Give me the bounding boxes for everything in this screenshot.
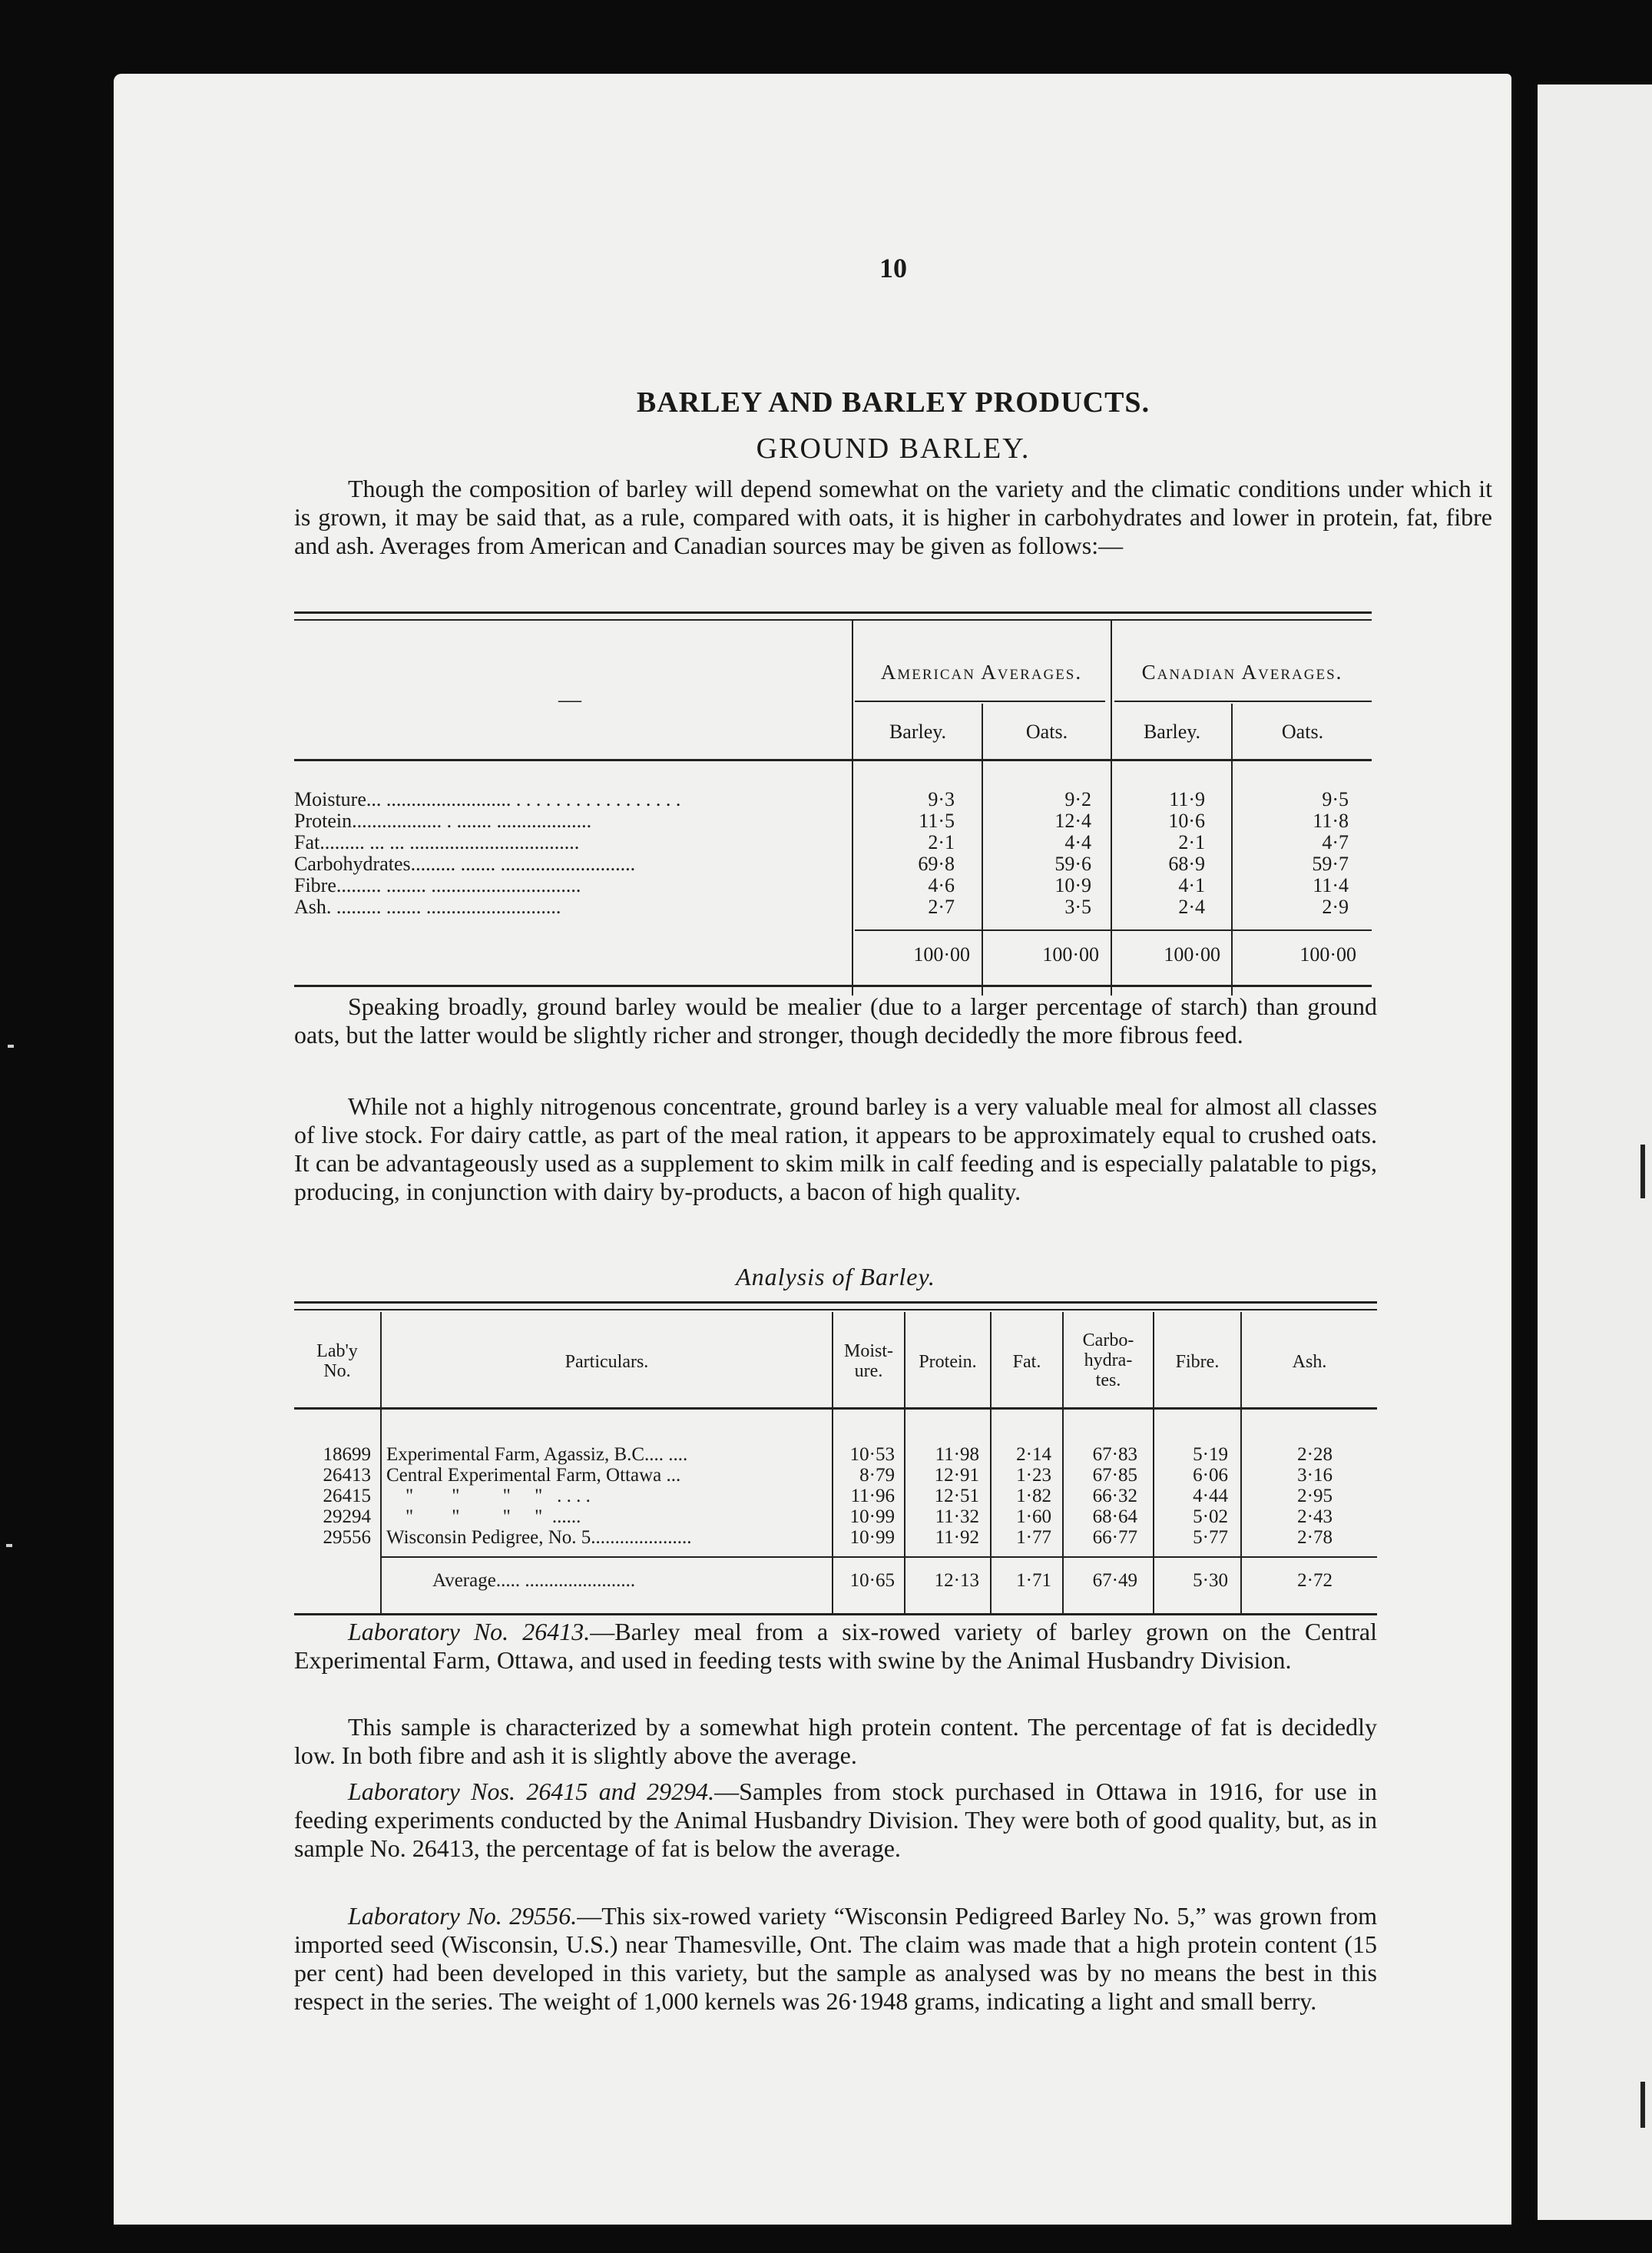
- table-row-label: Moisture... ......................... . . . . . . . . . . . . . . . . .: [294, 788, 681, 810]
- table-bottom-rule: [294, 985, 1372, 987]
- scan-speck: [6, 1544, 12, 1547]
- table-cell: 9·5: [1322, 788, 1349, 810]
- analysis-top-rule: [294, 1301, 1377, 1304]
- section-subtitle: GROUND BARLEY.: [756, 432, 1031, 465]
- total-cell: 100·00: [1042, 943, 1099, 966]
- table-cell: 11·98: [935, 1444, 979, 1465]
- particulars-cell: Experimental Farm, Agassiz, B.C.... ....: [386, 1444, 688, 1465]
- column-divider: [1111, 621, 1112, 996]
- table-cell: 5·02: [1193, 1506, 1228, 1527]
- average-cell: 12·13: [934, 1570, 979, 1591]
- average-cell: 10·65: [849, 1570, 895, 1591]
- table-cell: 8·79: [859, 1465, 895, 1486]
- table-cell: 11·9: [1169, 788, 1205, 810]
- header-ash: Ash.: [1292, 1352, 1327, 1372]
- table-cell: 11·8: [1313, 810, 1349, 832]
- table-cell: 11·5: [919, 810, 955, 832]
- table-cell: 66·77: [1092, 1527, 1137, 1548]
- average-cell: 5·30: [1193, 1570, 1228, 1591]
- table-cell: 2·28: [1297, 1444, 1333, 1465]
- paragraph-while: While not a highly nitrogenous concentrate, ground barley is a very valuable meal for almost all classes of live stock. For dairy cattle, as part of the meal ration, it appears to be approximately equal to crushed oats. It can be advantageously used as a supplement to skim milk in calf feeding and is especially palatable to pigs, producing, in conjunction with dairy by-products, a bacon of high quality.: [294, 1092, 1377, 1205]
- average-cell: 67·49: [1092, 1570, 1137, 1591]
- table-cell: 2·95: [1297, 1486, 1333, 1506]
- analysis-table: [294, 1312, 1377, 1616]
- group-header-canadian: Canadian Averages.: [1141, 661, 1343, 684]
- total-cell: 100·00: [913, 943, 970, 966]
- table-cell: 11·96: [850, 1486, 895, 1506]
- analysis-header-rule: [294, 1407, 1377, 1410]
- table-cell: 68·9: [1168, 853, 1205, 875]
- table-cell: 69·8: [918, 853, 955, 875]
- table-cell: 4·6: [928, 874, 955, 896]
- table-cell: 2·78: [1297, 1527, 1333, 1548]
- column-header: Barley.: [1143, 721, 1201, 743]
- table-cell: 2·7: [928, 896, 955, 918]
- table-cell: 2·1: [1178, 831, 1205, 853]
- table-cell: 11·92: [935, 1527, 979, 1548]
- table-row-label: Fibre......... ........ ..............................: [294, 874, 581, 896]
- table-top-rule: [294, 611, 1372, 614]
- table-cell: 11·32: [935, 1506, 979, 1527]
- averages-table: [294, 621, 1372, 997]
- page-title: BARLEY AND BARLEY PRODUCTS.: [636, 386, 1150, 419]
- total-cell: 100·00: [1164, 943, 1220, 966]
- page-number: 10: [879, 253, 907, 283]
- header-rule: [294, 759, 1372, 761]
- table-cell: 67·83: [1092, 1444, 1137, 1465]
- analysis-bottom-rule: [294, 1613, 1377, 1615]
- column-header: Barley.: [889, 721, 947, 743]
- table-cell: 3·5: [1064, 896, 1091, 918]
- totals-rule: [855, 929, 1372, 931]
- header-carbohydrates: Carbo- hydra- tes.: [1082, 1330, 1134, 1390]
- blank-header: —: [558, 687, 583, 712]
- table-cell: 68·64: [1092, 1506, 1137, 1527]
- lab-number: 29556: [323, 1527, 371, 1548]
- group-header-american: American Averages.: [880, 661, 1083, 684]
- table-cell: 2·1: [928, 831, 955, 853]
- table-row-label: Carbohydrates......... ....... ...........................: [294, 853, 636, 875]
- particulars-cell: " " " " . . . .: [386, 1486, 591, 1506]
- table-cell: 4·4: [1064, 831, 1091, 853]
- table-row-label: Ash. ......... ....... ...........................: [294, 896, 561, 918]
- table-cell: 10·9: [1054, 874, 1091, 896]
- scan-speck: [8, 1045, 14, 1048]
- table-cell: 67·85: [1092, 1465, 1137, 1486]
- table-cell: 6·06: [1193, 1465, 1228, 1486]
- column-header: Oats.: [1025, 721, 1068, 743]
- column-divider: [1231, 704, 1233, 996]
- analysis-top-rule-2: [294, 1309, 1377, 1310]
- table-cell: 2·43: [1297, 1506, 1333, 1527]
- table-cell: 5·77: [1193, 1527, 1228, 1548]
- page-edge-mark: [1640, 1145, 1645, 1198]
- column-divider: [852, 621, 853, 996]
- column-header: Oats.: [1281, 721, 1324, 743]
- header-moisture: Moist- ure.: [843, 1341, 893, 1381]
- group-underline: [1114, 701, 1372, 702]
- lab-number: 29294: [323, 1506, 371, 1527]
- table-row-label: Fat......... ... ... ..................................: [294, 831, 580, 853]
- header-fibre: Fibre.: [1175, 1352, 1220, 1372]
- table-cell: 3·16: [1297, 1465, 1333, 1486]
- paragraph-speaking: Speaking broadly, ground barley would be mealier (due to a larger percentage of starch) than ground oats, but the latter would be slightly richer and stronger, though decidedly the more fibrous feed.: [294, 992, 1377, 1049]
- group-underline: [855, 701, 1105, 702]
- particulars-cell: " " " " ......: [386, 1506, 581, 1527]
- table-cell: 9·3: [928, 788, 955, 810]
- table-cell: 1·23: [1016, 1465, 1051, 1486]
- analysis-caption: Analysis of Barley.: [736, 1263, 935, 1291]
- intro-paragraph: Though the composition of barley will depend somewhat on the variety and the climatic conditions under which it is grown, it may be said that, as a rule, compared with oats, it is higher in carbohydrates and lower in protein, fat, fibre and ash. Averages from American and Canadian sources may be given as follows:—: [294, 475, 1492, 559]
- lab-number: 18699: [323, 1444, 371, 1465]
- table-cell: 2·4: [1178, 896, 1205, 918]
- table-cell: 10·99: [849, 1506, 895, 1527]
- page-edge-mark: [1640, 2082, 1645, 2128]
- adjacent-page-edge: [1538, 84, 1652, 2220]
- header-lab: Lab'y No.: [316, 1341, 358, 1381]
- note-protein: This sample is characterized by a somewhat high protein content. The percentage of fat is decidedly low. In both fibre and ash it is slightly above the average.: [294, 1713, 1377, 1769]
- table-cell: 4·44: [1193, 1486, 1228, 1506]
- header-protein: Protein.: [919, 1352, 977, 1372]
- note-26413: Laboratory No. 26413.—Barley meal from a six-rowed variety of barley grown on the Central Experimental Farm, Ottawa, and used in feeding tests with swine by the Animal Husbandry Division.: [294, 1618, 1378, 1674]
- table-cell: 2·14: [1016, 1444, 1051, 1465]
- table-cell: 10·99: [849, 1527, 895, 1548]
- table-cell: 5·19: [1193, 1444, 1228, 1465]
- document-page: [114, 74, 1511, 2225]
- table-cell: 66·32: [1092, 1486, 1137, 1506]
- table-cell: 2·9: [1322, 896, 1349, 918]
- header-fat: Fat.: [1012, 1352, 1041, 1372]
- table-cell: 11·4: [1313, 874, 1349, 896]
- table-cell: 12·91: [934, 1465, 979, 1486]
- average-rule: [380, 1556, 1377, 1558]
- total-cell: 100·00: [1299, 943, 1356, 966]
- table-cell: 59·7: [1312, 853, 1349, 875]
- header-particulars: Particulars.: [564, 1352, 649, 1372]
- lab-number: 26413: [323, 1465, 371, 1486]
- average-label: Average..... .......................: [432, 1570, 636, 1591]
- table-cell: 10·6: [1168, 810, 1205, 832]
- table-cell: 9·2: [1064, 788, 1091, 810]
- table-cell: 10·53: [849, 1444, 895, 1465]
- note-26415-29294: Laboratory Nos. 26415 and 29294.—Samples from stock purchased in Ottawa in 1916, for use in feeding experiments conducted by the Animal Husbandry Division. They were both of good quality, but, as in sample No. 26413, the percentage of fat is below the average.: [294, 1778, 1378, 1862]
- note-29556: Laboratory No. 29556.—This six-rowed variety “Wisconsin Pedigreed Barley No. 5,” was grown from imported seed (Wisconsin, U.S.) near Thamesville, Ont. The claim was made that a high protein content (15 per cent) had been developed in this variety, but the sample as analysed was by no means the best in this respect in the series. The weight of 1,000 kernels was 26·1948 grams, indicating a light and small berry.: [294, 1902, 1377, 2015]
- table-cell: 1·82: [1016, 1486, 1051, 1506]
- table-row-label: Protein.................. . ....... ...................: [294, 810, 592, 832]
- particulars-cell: Central Experimental Farm, Ottawa ...: [386, 1465, 681, 1486]
- table-cell: 1·60: [1016, 1506, 1051, 1527]
- table-cell: 4·7: [1322, 831, 1349, 853]
- table-cell: 4·1: [1178, 874, 1205, 896]
- column-divider: [982, 704, 983, 996]
- lab-number: 26415: [323, 1486, 371, 1506]
- table-cell: 12·4: [1054, 810, 1091, 832]
- particulars-cell: Wisconsin Pedigree, No. 5.....................: [386, 1527, 692, 1548]
- table-cell: 59·6: [1054, 853, 1091, 875]
- table-cell: 1·77: [1016, 1527, 1051, 1548]
- average-cell: 2·72: [1297, 1570, 1333, 1591]
- average-cell: 1·71: [1016, 1570, 1051, 1591]
- table-cell: 12·51: [934, 1486, 979, 1506]
